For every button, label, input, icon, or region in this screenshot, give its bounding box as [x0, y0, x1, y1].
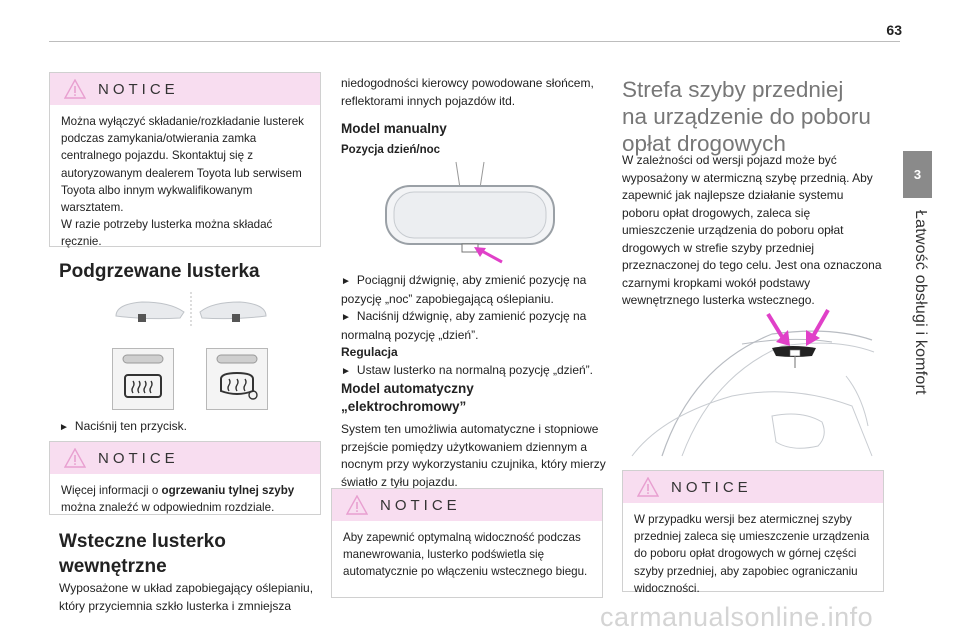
toll-zone-text: W zależności od wersji pojazd może być wyposażony w atermiczną szybę przednią. Aby zapewnić jak najlepsze działanie systemu poboru opłat drogowych, zaleca się umieszczenie urządzenia do poboru opłat drogowych w strefie szyby przedniej przeznaczonej do tego celu. Jest ona oznaczona czarnymi kropkami wokół podstawy wewnętrznego lusterka wstecznego. — [622, 153, 882, 307]
section-title-interior-mirror: Wsteczne lusterko wewnętrzne — [59, 531, 226, 577]
interior-mirror-intro-continued: niedogodności kierowcy powodowane słońcem, reflektorami innych pojazdów itd. — [341, 76, 594, 108]
notice-paragraph: W razie potrzeby lusterka można składać ręcznie. — [61, 218, 273, 249]
notice-folding-mirrors — [49, 72, 321, 247]
step-arrow-icon: ► — [59, 422, 69, 433]
interior-mirror-intro: Wyposażone w układ zapobiegający oślepianiu, który przyciemnia szkło lusterka i zmniejsza — [59, 581, 314, 613]
notice-non-athermic-windshield — [622, 470, 884, 595]
notice-label: NOTICE — [98, 449, 179, 467]
notice-header — [50, 442, 320, 474]
rear-defrost-button[interactable] — [112, 348, 174, 410]
mirror-heat-icon — [207, 349, 267, 409]
notice-label: NOTICE — [98, 80, 179, 98]
section-title-toll-zone: Strefa szyby przedniej na urządzenie do poboru opłat drogowych — [622, 77, 871, 156]
warning-triangle-icon — [346, 495, 368, 515]
notice-label: NOTICE — [380, 496, 461, 514]
notice-body: Aby zapewnić optymalną widoczność podczas manewrowania, lusterko podświetla się automatycznie po włączeniu wstecznego biegu. — [343, 531, 588, 579]
page-number: 63 — [886, 22, 902, 38]
warning-triangle-icon — [64, 79, 86, 99]
notice-label: NOTICE — [671, 478, 752, 496]
manual-model-steps: ► Pociągnij dźwignię, aby zmienić pozycję na pozycję „noc” zapobiegającą oślepianiu. ► Naciśnij dźwignię, aby zamienić pozycję na normalną pozycję „dzień”. Regulacja ► Ustaw lusterko na normalną pozycję „dzień”. — [341, 272, 606, 380]
rear-defrost-icon — [113, 349, 173, 409]
heated-mirrors-step: ► Naciśnij ten przycisk. — [59, 419, 187, 433]
notice-body: Więcej informacji o ogrzewaniu tylnej szyby można znaleźć w odpowiednim rozdziale. — [61, 484, 295, 515]
auto-model-text: System ten umożliwia automatyczne i stopniowe przejście pomiędzy użytkowaniem dziennym a nocnym przy wykorzystaniu czujnika, który mierzy światło z tyłu pojazdu. — [341, 422, 606, 489]
warning-triangle-icon — [64, 448, 86, 468]
step-arrow-icon: ► — [341, 276, 351, 287]
windshield-toll-zone-illustration — [622, 306, 884, 460]
notice-reverse-gear — [331, 488, 603, 598]
notice-body — [50, 105, 320, 261]
warning-triangle-icon — [637, 477, 659, 497]
section-title-heated-mirrors: Podgrzewane lusterka — [59, 261, 260, 282]
manual-mirror-illustration — [380, 160, 560, 270]
day-night-position-label: Pozycja dzień/noc — [341, 144, 441, 156]
notice-header — [332, 489, 602, 521]
chapter-tab[interactable]: 3 — [903, 151, 932, 198]
section-title-manual-model: Model manualny — [341, 121, 447, 136]
step-arrow-icon: ► — [341, 365, 351, 377]
chapter-title: Łatwość obsługi i komfort — [912, 210, 929, 395]
section-title-auto-model: Model automatyczny „elektrochromowy” — [341, 381, 474, 414]
top-rule — [49, 41, 900, 42]
notice-body: W przypadku wersji bez atermicznej szyby przedniej zaleca się umieszczenie urządzenia do poboru opłat drogowych w górnej części szyby przedniej, aby zapobiec ograniczaniu widoczności. — [634, 513, 870, 595]
watermark: carmanualsonline.info — [600, 602, 874, 632]
mirror-heat-button[interactable] — [206, 348, 268, 410]
notice-header — [50, 73, 320, 105]
notice-header — [623, 471, 883, 503]
step-arrow-icon: ► — [341, 312, 351, 323]
rear-window-heating-link: ogrzewaniu tylnej szyby — [161, 484, 295, 497]
heated-mirrors-illustration — [108, 290, 274, 330]
notice-paragraph: Można wyłączyć składanie/rozkładanie lusterek podczas zamykania/otwierania zamka centralnego pojazdu. Skontaktuj się z autoryzowanym dealerem Toyota lub serwisem Toyota albo innym wykwalifikowanym warsztatem. — [61, 115, 304, 215]
notice-rear-window-heating — [49, 441, 321, 515]
regulation-label: Regulacja — [341, 345, 398, 359]
